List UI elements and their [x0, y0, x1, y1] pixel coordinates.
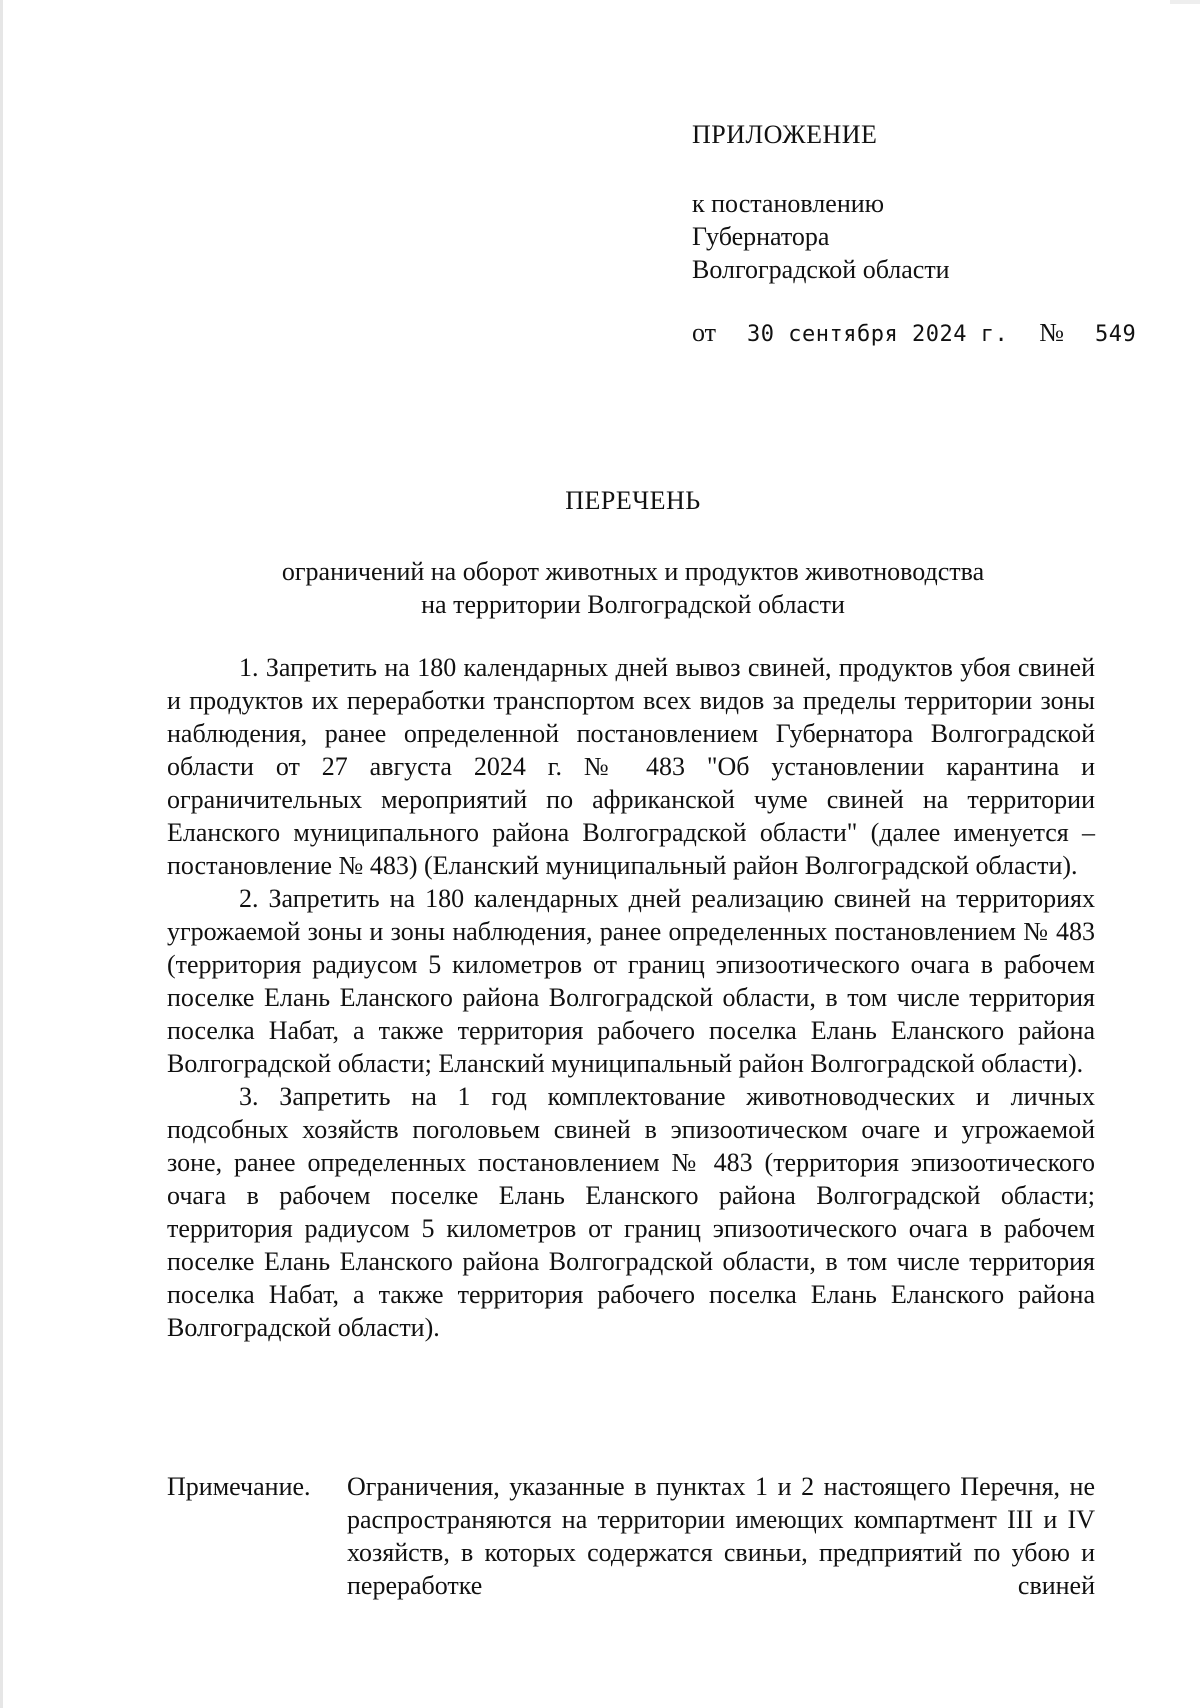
subtitle-line-2: на территории Волгоградской области — [421, 590, 845, 619]
document-subtitle — [0, 555, 1200, 621]
date-prefix: от — [692, 318, 717, 347]
scan-edge — [0, 0, 3, 1708]
note-label: Примечание. — [167, 1472, 311, 1501]
appendix-title: ПРИЛОЖЕНИЕ — [692, 120, 878, 149]
list-item-3: 3. Запретить на 1 год комплектование животноводческих и личных подсобных хозяйств поголовьем свиней в эпизоотическом очаге и угрожаемой зоне, ранее определенных постановлением № 483 (территория эпизоотического очага в рабочем поселке Елань Еланского района Волгоградской области; территория радиусом 5 километров от границ эпизоотического очага в рабочем поселке Елань Еланского района Волгоградской области, в том числе территория поселка Набат, а также территория рабочего поселка Елань Еланского района Волгоградской области). — [167, 1082, 1095, 1342]
subtitle-line-1: ограничений на оборот животных и продуктов животноводства — [281, 557, 985, 586]
note-text: Ограничения, указанные в пунктах 1 и 2 настоящего Перечня, не распространяются на территории имеющих компартмент III и IV хозяйств, в которых содержатся свиньи, предприятий по убою и переработке свиней — [347, 1472, 1095, 1600]
appendix-to-line-3: Волгоградской области — [692, 255, 950, 284]
document-title: ПЕРЕЧЕНЬ — [565, 486, 701, 515]
number-sign: № — [1039, 318, 1065, 347]
document-body — [167, 651, 1095, 1344]
appendix-header — [692, 118, 1172, 351]
list-item-1: 1. Запретить на 180 календарных дней вывоз свиней, продуктов убоя свиней и продуктов их переработки транспортом всех видов за пределы территории зоны наблюдения, ранее определенной постановлением Губернатора Волгоградской области от 27 августа 2024 г. № 483 "Об установлении карантина и ограничительных мероприятий по африканской чуме свиней на территории Еланского муниципального района Волгоградской области" (далее именуется – постановление № 483) (Еланский муниципальный район Волгоградской области). — [167, 653, 1095, 880]
date-value: 30 сентября 2024 г. — [747, 322, 1009, 347]
appendix-to-line-1: к постановлению — [692, 189, 885, 218]
list-item-2: 2. Запретить на 180 календарных дней реализацию свиней на территориях угрожаемой зоны и зоны наблюдения, ранее определенных постановлением № 483 (территория радиусом 5 километров от границ эпизоотического очага в рабочем поселке Елань Еланского района Волгоградской области, в том числе территория поселка Набат, а также территория рабочего поселка Елань Еланского района Волгоградской области; Еланский муниципальный район Волгоградской области). — [167, 884, 1095, 1078]
number-value: 549 — [1095, 322, 1137, 347]
appendix-date-line — [692, 316, 1172, 351]
scan-corner-mark — [1170, 0, 1200, 4]
note-block — [167, 1470, 1095, 1602]
appendix-to-line-2: Губернатора — [692, 222, 830, 251]
